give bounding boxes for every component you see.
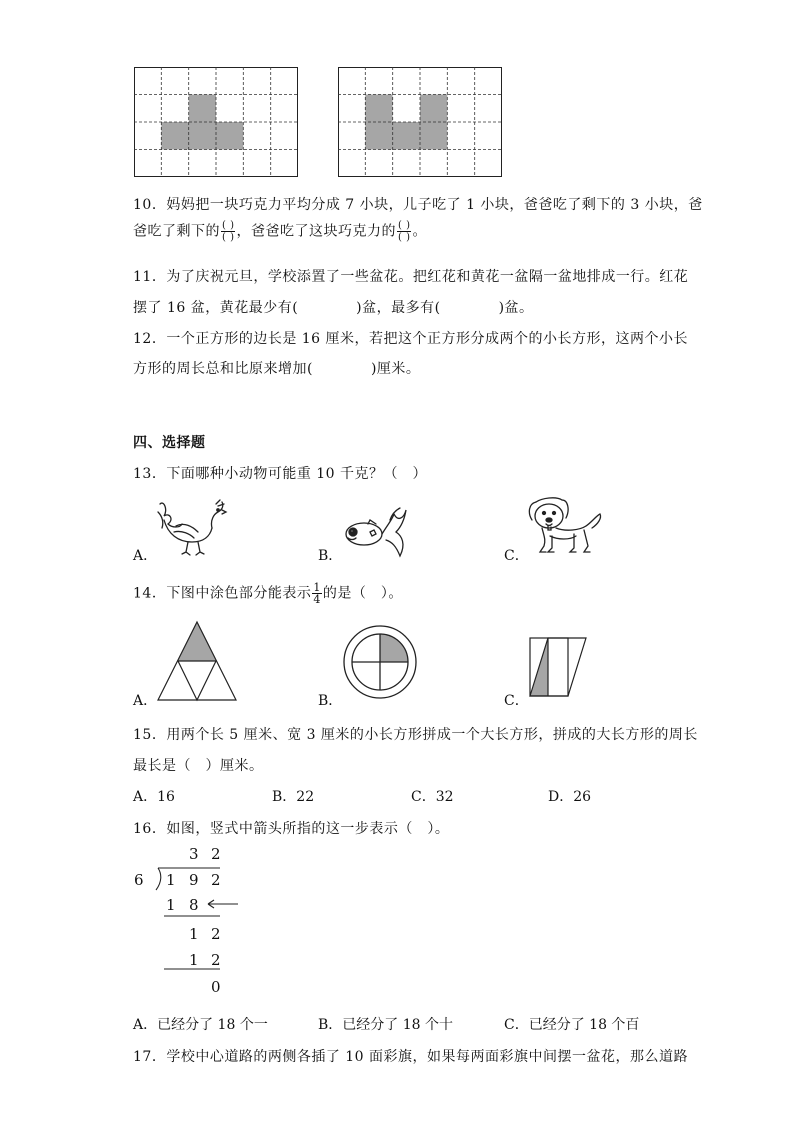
grid-figure-left (134, 67, 298, 177)
fraction-denominator: ( ) (222, 232, 235, 243)
q13-option-c[interactable]: C． (504, 548, 529, 564)
triangle-figure (156, 620, 238, 702)
quotient-digit: 2 (211, 845, 221, 863)
hen-icon (152, 498, 228, 558)
q16-text: 16．如图，竖式中箭头所指的这一步表示（ ）。 (133, 821, 450, 837)
step-digit: 1 (189, 925, 199, 943)
q14-option-a[interactable]: A． (133, 693, 158, 709)
grid-figure-right (338, 67, 502, 177)
fraction-numerator: ( ) (222, 220, 235, 231)
fraction-denominator: ( ) (397, 232, 411, 243)
dividend-digit: 9 (189, 871, 199, 889)
remainder: 0 (211, 978, 221, 996)
step-digit: 1 (166, 896, 176, 914)
step-digit: 2 (211, 951, 221, 969)
dividend-digit: 1 (166, 871, 176, 889)
q15-option-a[interactable]: A．16 (133, 789, 175, 805)
parallelogram-figure (526, 636, 588, 698)
goldfish-icon (340, 500, 412, 560)
puppy-icon (526, 496, 606, 558)
divisor: 6 (134, 871, 144, 889)
q13-option-a[interactable]: A． (133, 548, 158, 564)
dividend-digit: 2 (211, 871, 221, 889)
fraction-denominator: 4 (313, 593, 321, 606)
q14-option-b[interactable]: B． (318, 693, 343, 709)
step-digit: 8 (189, 896, 199, 914)
q10-line2-a: 爸吃了剩下的 (133, 223, 220, 240)
q13-text: 13．下面哪种小动物可能重 10 千克？（ ） (133, 466, 428, 482)
q14-fraction (312, 582, 322, 605)
division-lines (150, 864, 250, 979)
step-digit: 1 (189, 951, 199, 969)
q14-text-b: 的是（ ）。 (322, 585, 403, 602)
q15-option-d[interactable]: D．26 (548, 789, 592, 805)
q15-option-c[interactable]: C．32 (411, 789, 454, 805)
q14-text-a: 14．下图中涂色部分能表示 (133, 585, 312, 602)
q10-line1: 10．妈妈把一块巧克力平均分成 7 小块，儿子吃了 1 小块，爸爸吃了剩下的 3 小块，爸 (133, 197, 703, 213)
section-title: 四、选择题 (133, 435, 206, 451)
q16-option-b[interactable]: B．已经分了 18 个十 (318, 1017, 454, 1033)
q11-line1: 11．为了庆祝元旦，学校添置了一些盆花。把红花和黄花一盆隔一盆地排成一行。红花 (133, 269, 689, 285)
q13-option-b[interactable]: B． (318, 548, 343, 564)
q16-option-c[interactable]: C．已经分了 18 个百 (504, 1017, 640, 1033)
q14-text (133, 582, 403, 605)
q15-line2: 最长是（ ）厘米。 (133, 758, 264, 774)
q10-line2 (133, 220, 427, 243)
q15-option-b[interactable]: B．22 (272, 789, 315, 805)
q10-line2-c: 。 (412, 223, 427, 240)
fraction-numerator: ( ) (397, 220, 411, 231)
q10-line2-b: ，爸爸吃了这块巧克力的 (236, 223, 396, 240)
q11-line2: 摆了 16 盆，黄花最少有( )盆，最多有( )盆。 (133, 300, 534, 316)
q17-line1: 17．学校中心道路的两侧各插了 10 面彩旗，如果每两面彩旗中间摆一盆花，那么道路 (133, 1049, 689, 1065)
q12-line2: 方形的周长总和比原来增加( )厘米。 (133, 361, 421, 377)
q16-option-a[interactable]: A．已经分了 18 个一 (133, 1017, 268, 1033)
q14-option-c[interactable]: C． (504, 693, 529, 709)
circle-figure (342, 624, 418, 700)
q10-blank-fraction-1 (221, 220, 235, 243)
q15-line1: 15．用两个长 5 厘米、宽 3 厘米的小长方形拼成一个大长方形，拼成的大长方形的周长 (133, 727, 698, 743)
fraction-numerator: 1 (313, 581, 321, 594)
step-digit: 2 (211, 925, 221, 943)
q12-line1: 12．一个正方形的边长是 16 厘米，若把这个正方形分成两个的小长方形，这两个小长 (133, 331, 689, 347)
quotient-digit: 3 (189, 845, 199, 863)
q10-blank-fraction-2 (397, 220, 411, 243)
